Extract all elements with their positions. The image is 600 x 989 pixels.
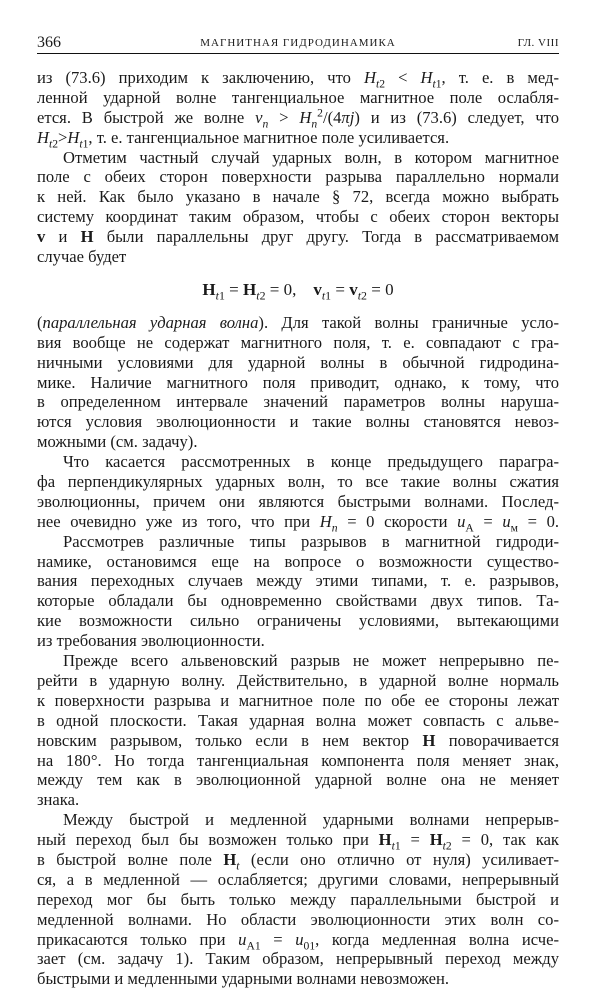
text-line: v и H были параллельны друг другу. Тогда в рассматриваемом (37, 227, 559, 247)
text-line: вия вообще не содержат магнитного поля, т. е. совпадают с гра- (37, 332, 559, 352)
text-line: ленной ударной волне тангенциальное магнитное поле ослабля- (37, 87, 559, 107)
chapter-label: ГЛ. VIII (517, 37, 559, 49)
text-line: ся, а в медленной — ослабляется; другими словами, непрерывный (37, 869, 559, 889)
text-line: переход мог бы быть только между параллельными быстрой и (37, 889, 559, 909)
paragraph (37, 313, 559, 452)
text-line: вания переходных случаев между этими типами, т. е. разрывов, (37, 571, 559, 591)
page-number: 366 (37, 34, 61, 51)
text-line: ется. В быстрой же волне $v_n > H_n^2/(4\pi j)$ и из (73.6) следует, что (37, 106, 560, 131)
text-line: знака. (37, 790, 80, 810)
text-line: намике, остановимся еще на вопросе о возможности существо- (37, 551, 559, 571)
term-parallel-shock: параллельная ударная волна (42, 312, 259, 332)
text-line: (параллельная ударная волна). Для такой волны граничные усло- (37, 312, 559, 332)
page-body (37, 68, 559, 989)
text-line: фа перпендикулярных ударных волн, то все такие волны сжатия (37, 472, 559, 492)
running-header (37, 34, 559, 54)
text-line: в быстрой волне поле $H_t$ (если оно отлично от нуля) усиливает- (37, 849, 559, 873)
text-line: Рассмотрев различные типы разрывов в магнитной гидроди- (63, 531, 559, 551)
text-line: нее очевидно уже из того, что при $H_n = 0$ скорости $u_A = u_м = 0$. (37, 511, 560, 535)
text-line: которые обладали бы одновременно свойствами двух типов. Та- (37, 591, 559, 611)
text-line: к ней. Как было указано в начале § 72, всегда можно выбрать (37, 187, 559, 207)
text-line: медленной волнами. Но области эволюционности этих волн со- (37, 909, 559, 929)
paragraph (37, 148, 559, 267)
text-line: рейти в ударную волну. Действительно, в ударной волне нормаль (37, 670, 559, 690)
text-line: в определенном интервале значений параметров волны наруша- (37, 392, 559, 412)
text-line: $H_{t2}>H_{t1}$, т. е. тангенциальное магнитное поле усиливается. (37, 127, 450, 150)
text-line: из требования эволюционности. (37, 631, 265, 651)
paragraph (37, 532, 559, 651)
text-line: случае будет (37, 247, 127, 267)
text-line: прикасаются только при $u_{A1} = u_{01}$, когда медленная волна исче- (37, 929, 559, 952)
text-line: между тем как в эволюционной ударной волне она не меняет (37, 770, 559, 790)
text-line: Прежде всего альвеновский разрыв не может непрерывно пе- (63, 651, 559, 671)
text-line: поле с обеих сторон поверхности разрыва параллельно нормали (37, 167, 559, 187)
text-line: зает (см. задачу 1). Таким образом, непрерывный переход между (37, 949, 559, 969)
text-line: эволюционны, причем они являются быстрыми волнами. Послед- (37, 491, 559, 511)
display-equation: $H_{t1} = H_{t2} = 0$, $v_{t1} = v_{t2} = 0$ (202, 279, 394, 303)
text-line: к поверхности разрыва и магнитное поле по обе ее стороны лежат (37, 690, 559, 710)
text-line: из (73.6) приходим к заключению, что $H_{t2} < H_{t1}$, т. е. в мед- (37, 68, 560, 91)
paragraph (37, 452, 560, 535)
text-line: новским разрывом, только если в нем вектор H поворачивается (37, 730, 559, 750)
text-line: быстрыми и медленными ударными волнами невозможен. (37, 969, 449, 989)
text-line: мике. Наличие магнитного поля приводит, однако, к тому, что (37, 372, 559, 392)
text-line: кие возможности сильно ограничены условиями, вытекающими (37, 611, 559, 631)
paragraph (37, 651, 559, 810)
text-line: Отметим частный случай ударных волн, в котором магнитное (63, 147, 559, 167)
text-line: ются условия эволюционности и такие волны становятся невоз- (37, 412, 559, 432)
text-line: ничными условиями для ударной волны в обычной гидродина- (37, 352, 559, 372)
running-title: МАГНИТНАЯ ГИДРОДИНАМИКА (200, 37, 396, 49)
text-line: ный переход был бы возможен только при $H_{t1} = H_{t2} = 0$, так как (37, 830, 559, 853)
text-line: Между быстрой и медленной ударными волнами непрерыв- (63, 810, 559, 830)
text-line: на 180°. Но тогда тангенциальная компонента поля меняет знак, (37, 750, 559, 770)
text-line: систему координат таким образом, чтобы с обеих сторон векторы (37, 207, 559, 227)
text-line: в одной плоскости. Такая ударная волна может совпасть с альве- (37, 710, 559, 730)
paragraph (37, 810, 559, 989)
paragraph (37, 68, 559, 148)
text-line: можными (см. задачу). (37, 432, 198, 452)
text-line: Что касается рассмотренных в конце предыдущего парагра- (63, 452, 559, 472)
